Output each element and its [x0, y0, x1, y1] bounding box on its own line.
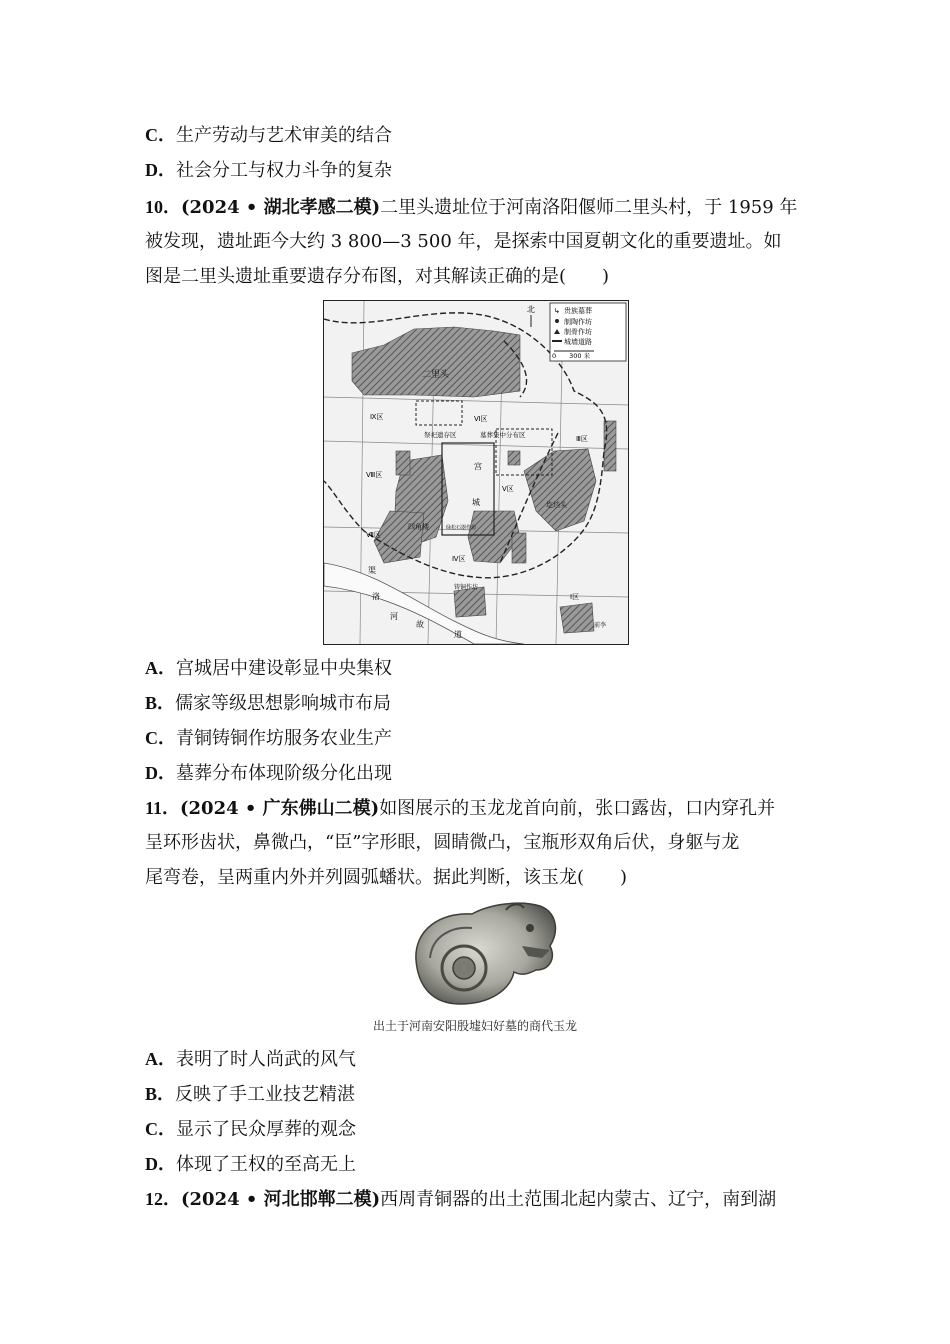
question-number: 12． [145, 1189, 181, 1209]
q11-stem-line-2: 呈环形齿状，鼻微凸，“臣”字形眼，圆睛微凸，宝瓶形双角后伏，身躯与龙 [145, 832, 740, 853]
q9-option-d [145, 158, 392, 183]
option-text: 反映了手工业技艺精湛 [175, 1084, 356, 1105]
option-letter: C． [145, 1119, 176, 1139]
q9-option-c [145, 123, 392, 148]
legend-bone: 制骨作坊 [564, 328, 592, 336]
q11-option-c [145, 1117, 356, 1142]
q10-option-d [145, 761, 392, 786]
erlitou-site-map [323, 300, 629, 645]
option-text: 社会分工与权力斗争的复杂 [176, 160, 392, 181]
option-text: 儒家等级思想影响城市布局 [175, 693, 392, 714]
q11-option-b [145, 1082, 355, 1107]
label-dao: 道 [454, 630, 462, 639]
question-number: 10． [145, 197, 181, 217]
q10-stem-line-1 [145, 195, 797, 220]
option-letter: C． [145, 125, 176, 145]
label-area-i: Ⅰ区 [570, 593, 580, 601]
question-number: 11． [145, 798, 181, 818]
label-sijiaolou: 四角楼 [408, 523, 429, 531]
option-text: 显示了民众厚葬的观念 [176, 1119, 356, 1140]
q11-stem-line-1 [145, 796, 775, 821]
label-tomb-area: 墓葬集中分布区 [480, 431, 526, 439]
label-luo: 洛 [372, 592, 380, 601]
north-label: 北 [527, 305, 535, 314]
q12-stem-line-1 [145, 1187, 776, 1212]
legend-road: 城墙道路 [564, 338, 592, 346]
scale-label: 0 300 米 [552, 352, 591, 360]
legend-symbol-pottery [555, 319, 559, 323]
label-area-vii: Ⅶ区 [366, 531, 381, 539]
q10-option-a [145, 656, 392, 681]
label-sacrifice-area: 祭祀遗存区 [424, 431, 457, 439]
option-letter: B． [145, 693, 176, 713]
label-area-viii: Ⅷ区 [366, 471, 383, 479]
q11-stem-line-3: 尾弯卷，呈两重内外并列圆弧蟠状。据此判断，该玉龙( ) [145, 867, 628, 888]
q10-option-b [145, 691, 391, 716]
legend-symbol-tomb: ↳ [554, 307, 560, 315]
q11-option-a [145, 1047, 356, 1072]
stem-text: 如图展示的玉龙龙首向前，张口露齿，口内穿孔并 [379, 798, 776, 819]
question-source: (2024 • 广东佛山二模) [180, 798, 380, 819]
option-letter: D． [145, 1154, 176, 1174]
figure-caption: 出土于河南安阳殷墟妇好墓的商代玉龙 [372, 1019, 577, 1033]
q10-option-c [145, 726, 392, 751]
label-area-v: Ⅴ区 [502, 485, 514, 493]
label-erlitou: 二里头 [422, 370, 450, 380]
option-text: 体现了王权的至高无上 [176, 1154, 356, 1175]
option-letter: A． [145, 658, 176, 678]
option-text: 墓葬分布体现阶级分化出现 [176, 763, 392, 784]
label-palace-2: 城 [472, 498, 480, 507]
option-letter: B． [145, 1084, 176, 1104]
label-turquoise-workshop: 绿松石器作坊 [446, 525, 477, 531]
option-letter: D． [145, 763, 176, 783]
q10-stem-line-2: 被发现，遗址距今大约 3 800—3 500 年，是探索中国夏朝文化的重要遗址。如 [145, 231, 782, 252]
option-text: 生产劳动与艺术审美的结合 [176, 125, 392, 146]
question-source: (2024 • 河北邯郸二模) [181, 1189, 381, 1210]
stem-text: 西周青铜器的出土范围北起内蒙古、辽宁，南到湖 [380, 1189, 777, 1210]
map-svg [324, 301, 628, 644]
label-gebatou: 圪垱头 [546, 501, 567, 509]
legend-pottery: 制陶作坊 [564, 318, 592, 326]
option-letter: A． [145, 1049, 176, 1069]
option-text: 表明了时人尚武的风气 [176, 1049, 356, 1070]
option-text: 宫城居中建设彰显中央集权 [176, 658, 392, 679]
question-source: (2024 • 湖北孝感二模) [181, 197, 381, 218]
label-area-ix: Ⅸ区 [370, 413, 384, 421]
jade-dragon-svg [410, 900, 560, 1008]
option-letter: C． [145, 728, 176, 748]
label-area-iii: Ⅲ区 [576, 435, 588, 443]
q10-stem-line-3: 图是二里头遗址重要遗存分布图，对其解读正确的是( ) [145, 266, 610, 287]
label-palace-1: 宫 [474, 462, 482, 471]
option-letter: D． [145, 160, 176, 180]
label-area-vi: Ⅵ区 [474, 415, 488, 423]
jade-dragon-photo [410, 900, 560, 1008]
label-he: 河 [390, 612, 398, 621]
option-text: 青铜铸铜作坊服务农业生产 [176, 728, 392, 749]
label-area-iv: Ⅳ区 [452, 555, 466, 563]
label-qianli: 前李 [594, 622, 607, 629]
q11-option-d [145, 1152, 356, 1177]
legend-tomb: 贵族墓葬 [564, 307, 592, 315]
stem-text: 二里头遗址位于河南洛阳偃师二里头村，于 1959 年 [380, 197, 798, 218]
label-gu: 故 [416, 620, 424, 629]
label-qu: 渠 [368, 566, 376, 575]
label-bronze-workshop: 铸铜作坊 [454, 584, 479, 591]
